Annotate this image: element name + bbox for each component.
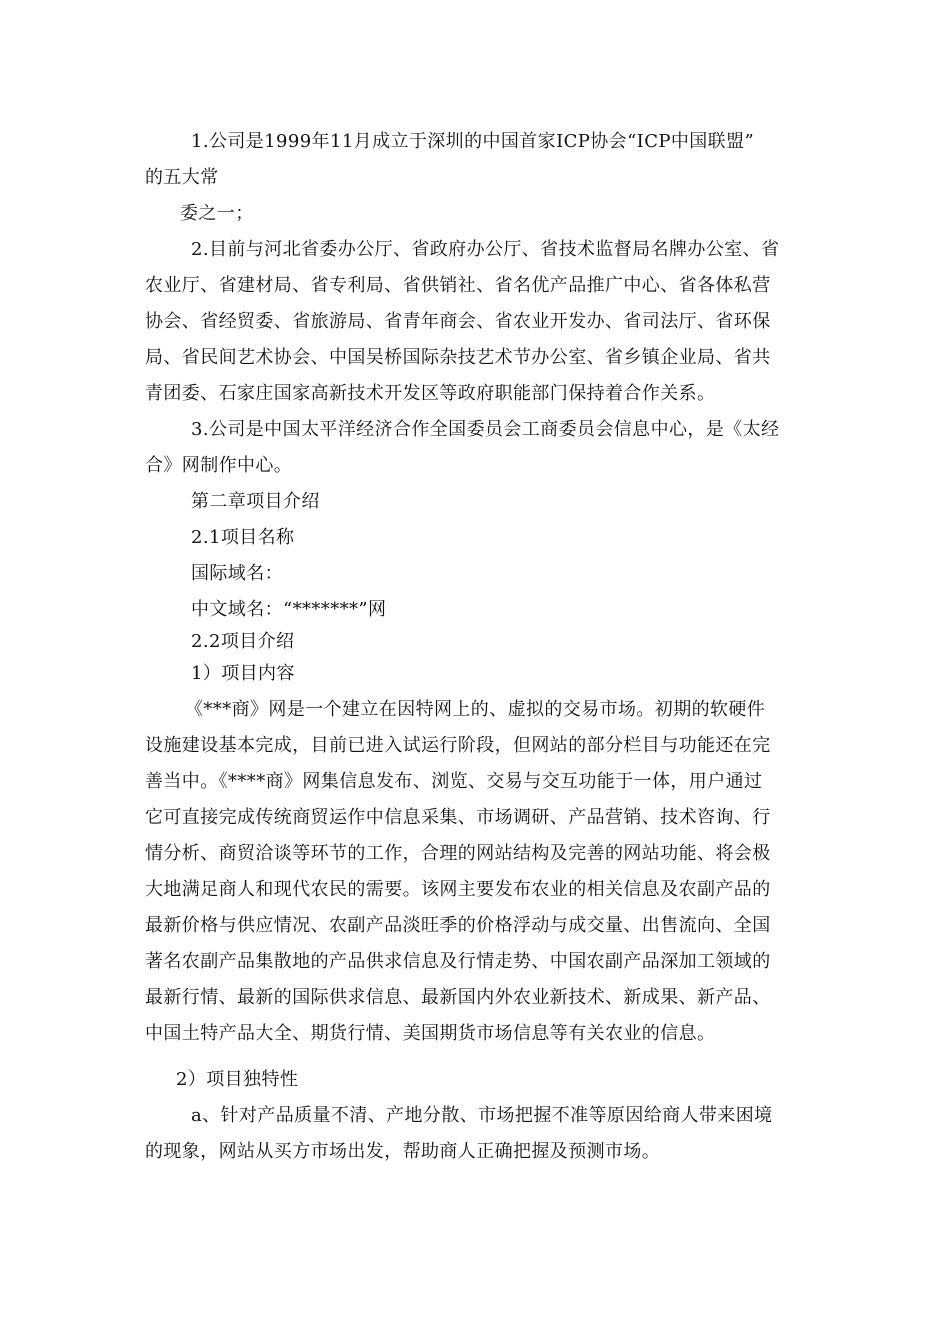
paragraph-1-continuation: 委之一；: [180, 203, 254, 224]
paragraph-1-line-1: 1.公司是1999年11月成立于深圳的中国首家ICP协会“ICP中国联盟”: [191, 131, 755, 152]
paragraph-4-line-9: 最新行情、最新的国际供求信息、最新国内外农业新技术、新成果、新产品、: [145, 987, 771, 1008]
paragraph-2-line-5: 青团委、石家庄国家高新技术开发区等政府职能部门保持着合作关系。: [145, 383, 716, 404]
chapter-2-title: 第二章项目介绍: [191, 491, 320, 512]
section-2-2-title: 2.2项目介绍: [191, 631, 295, 652]
paragraph-4-line-6: 大地满足商人和现代农民的需要。该网主要发布农业的相关信息及农副产品的: [145, 879, 771, 900]
paragraph-3-line-1: 3.公司是中国太平洋经济合作全国委员会工商委员会信息中心，是《太经: [191, 419, 780, 440]
paragraph-5-line-2: 的现象，网站从买方市场出发，帮助商人正确把握及预测市场。: [145, 1141, 661, 1162]
paragraph-4-line-4: 它可直接完成传统商贸运作中信息采集、市场调研、产品营销、技术咨询、行: [145, 807, 771, 828]
paragraph-4-line-8: 著名农副产品集散地的产品供求信息及行情走势、中国农副产品深加工领域的: [145, 951, 771, 972]
paragraph-1-line-2: 的五大常: [145, 167, 219, 188]
paragraph-4-line-7: 最新价格与供应情况、农副产品淡旺季的价格浮动与成交量、出售流向、全国: [145, 915, 771, 936]
paragraph-2-line-4: 局、省民间艺术协会、中国吴桥国际杂技艺术节办公室、省乡镇企业局、省共: [145, 347, 771, 368]
paragraph-4-line-3: 善当中。《****商》网集信息发布、浏览、交易与交互功能于一体，用户通过: [145, 771, 763, 792]
paragraph-4-line-5: 情分析、商贸洽谈等环节的工作，合理的网站结构及完善的网站功能、将会极: [145, 843, 771, 864]
paragraph-4-line-2: 设施建设基本完成，目前已进入试运行阶段，但网站的部分栏目与功能还在完: [145, 735, 771, 756]
paragraph-2-line-3: 协会、省经贸委、省旅游局、省青年商会、省农业开发办、省司法厅、省环保: [145, 311, 771, 332]
item-2-title: 2）项目独特性: [176, 1069, 299, 1090]
paragraph-5-line-1: a、针对产品质量不清、产地分散、市场把握不准等原因给商人带来困境: [191, 1105, 773, 1126]
paragraph-4-line-10: 中国土特产品大全、期货行情、美国期货市场信息等有关农业的信息。: [145, 1023, 716, 1044]
item-1-title: 1）项目内容: [191, 663, 295, 684]
chinese-domain-label: 中文域名：“*******”网: [191, 599, 387, 620]
paragraph-2-line-1: 2.目前与河北省委办公厅、省政府办公厅、省技术监督局名牌办公室、省: [191, 239, 780, 260]
international-domain-label: 国际域名：: [191, 563, 283, 584]
paragraph-4-line-1: 《***商》网是一个建立在因特网上的、虚拟的交易市场。初期的软硬件: [185, 699, 766, 720]
paragraph-3-line-2: 合》网制作中心。: [145, 455, 293, 476]
paragraph-2-line-2: 农业厅、省建材局、省专利局、省供销社、省名优产品推广中心、省各体私营: [145, 275, 771, 296]
section-2-1-title: 2.1项目名称: [191, 527, 295, 548]
